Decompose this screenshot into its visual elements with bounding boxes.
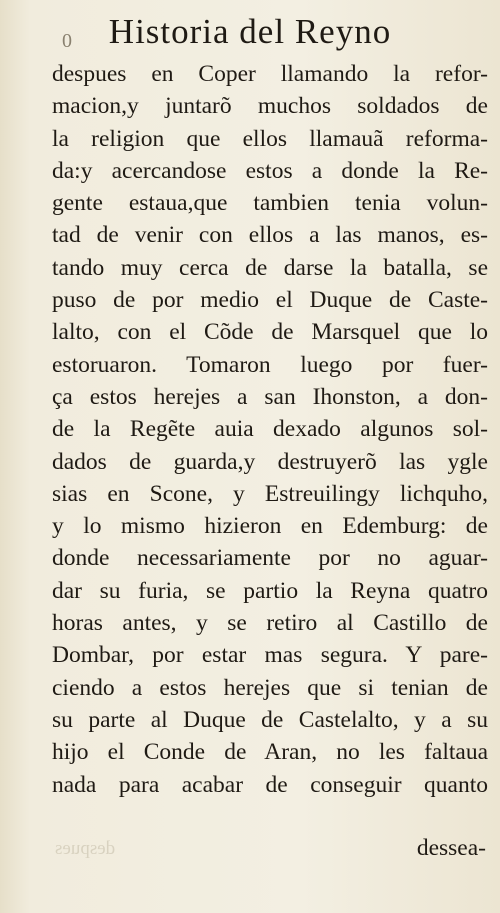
text-line: de la Regẽte auia dexado algunos sol- [52, 416, 488, 443]
page-number: 0 [62, 30, 72, 52]
text-line: puso de por medio el Duque de Caste- [52, 287, 488, 314]
text-line: su parte al Duque de Castelalto, y a su [52, 706, 488, 733]
text-line: Dombar, por estar mas segura. Y pare- [52, 642, 488, 669]
body-text [52, 58, 488, 801]
text-line: lalto, con el Cõde de Marsquel que lo [52, 319, 488, 346]
text-line: sias en Scone, y Estreuilingy lichquho, [52, 480, 488, 507]
text-line: donde necessariamente por no aguar- [52, 545, 488, 572]
text-line: dar su furia, se partio la Reyna quatro [52, 577, 488, 604]
text-line: gente estaua,que tambien tenia volun- [52, 190, 488, 217]
text-line: horas antes, y se retiro al Castillo de [52, 610, 488, 637]
text-line: hijo el Conde de Aran, no les faltaua [52, 739, 488, 766]
text-line: y lo mismo hizieron en Edemburg: de [52, 513, 488, 540]
text-line: despues en Coper llamando la refor- [52, 61, 488, 87]
running-head: Historia del Reyno [108, 12, 392, 51]
text-line: dados de guarda,y destruyerõ las ygle [52, 448, 488, 475]
text-line: nada para acabar de conseguir quanto [52, 771, 488, 798]
text-line: ça estos herejes a san Ihonston, a don- [52, 383, 488, 410]
text-line: ciendo a estos herejes que si tenian de [52, 674, 488, 701]
text-line: estoruaron. Tomaron luego por fuer- [52, 351, 488, 378]
text-line: macion,y juntarõ muchos soldados de [52, 93, 488, 120]
bleed-through-text: despues [55, 838, 116, 859]
catchword: dessea- [416, 835, 486, 861]
text-line: la religion que ellos llamauã reforma- [52, 125, 488, 152]
text-line: tad de venir con ellos a las manos, es- [52, 222, 488, 249]
text-line: tando muy cerca de darse la batalla, se [52, 254, 488, 281]
text-line: da:y acercandose estos a donde la Re- [52, 157, 488, 184]
